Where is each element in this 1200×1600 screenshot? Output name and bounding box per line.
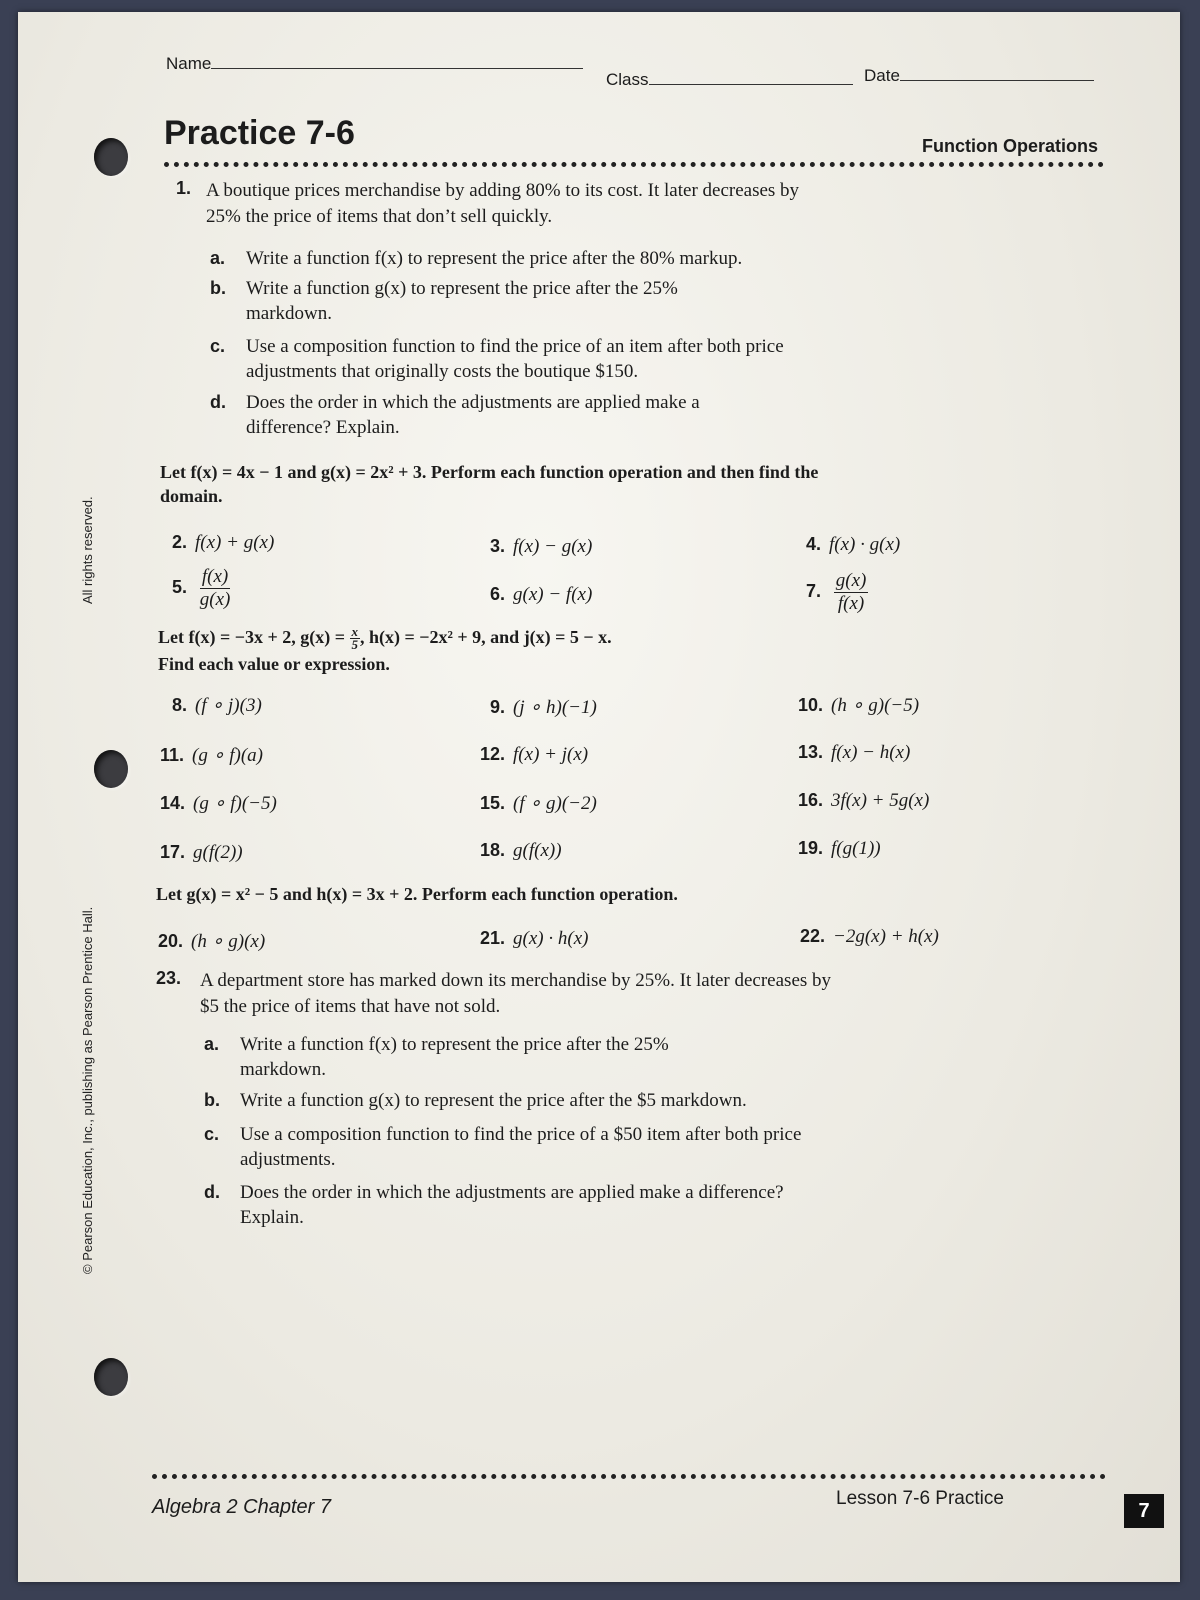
instruction-text: Let f(x) = −3x + 2, g(x) = <box>158 627 350 647</box>
exercise-number: 17. <box>160 842 186 862</box>
fraction <box>834 570 869 615</box>
worksheet-page <box>18 12 1180 1582</box>
exercise-20 <box>158 930 265 953</box>
name-label: Name <box>166 54 212 73</box>
exercise-number: 20. <box>158 931 184 951</box>
exercise-number: 3. <box>490 536 506 556</box>
part-text: Use a composition function to find the price of an item after both price adjustments that originally costs the boutique $150. <box>246 336 784 382</box>
exercise-expression: f(x) − h(x) <box>831 742 911 763</box>
exercise-expression: f(x) − g(x) <box>513 536 593 557</box>
exercise-expression: f(x) + j(x) <box>513 744 589 765</box>
publisher-note: © Pearson Education, Inc., publishing as Pearson Prentice Hall. <box>80 906 95 1274</box>
exercise-16 <box>798 790 929 812</box>
exercise-15 <box>480 792 597 815</box>
exercise-number: 7. <box>806 580 822 601</box>
problem-1b <box>210 276 756 326</box>
exercise-6 <box>490 584 592 606</box>
exercise-13 <box>798 742 910 764</box>
exercise-expression: g(f(x)) <box>513 840 562 861</box>
exercise-3 <box>490 536 592 558</box>
binder-hole <box>94 750 128 788</box>
exercise-expression: (g ∘ f)(a) <box>192 745 264 766</box>
date-line <box>900 80 1094 81</box>
date-field <box>864 66 1094 86</box>
numerator: f(x) <box>200 566 231 589</box>
exercise-2 <box>172 532 274 554</box>
class-line <box>649 84 853 85</box>
denominator: g(x) <box>199 589 231 610</box>
exercise-5 <box>172 566 230 611</box>
exercise-18 <box>480 840 562 862</box>
exercise-expression: g(f(2)) <box>193 842 243 863</box>
rights-note: All rights reserved. <box>80 496 95 604</box>
exercise-number: 13. <box>798 742 824 762</box>
exercise-number: 4. <box>806 534 822 554</box>
title-divider <box>164 162 1104 167</box>
part-label: d. <box>210 392 226 412</box>
binder-hole <box>94 138 128 176</box>
numerator: x <box>351 624 358 640</box>
problem-text: A boutique prices merchandise by adding 80% to its cost. It later decreases by 25% the price of items that don’t sell quickly. <box>206 180 800 227</box>
part-text: Use a composition function to find the price of a $50 item after both price adjustments. <box>240 1124 802 1170</box>
exercise-number: 19. <box>798 838 824 858</box>
exercise-expression: (f ∘ g)(−2) <box>513 793 597 814</box>
exercise-number: 6. <box>490 584 506 604</box>
problem-23d <box>204 1180 800 1230</box>
exercise-8 <box>172 694 262 717</box>
exercise-number: 9. <box>490 697 506 717</box>
fraction <box>350 626 361 651</box>
exercise-expression: (g ∘ f)(−5) <box>193 793 277 814</box>
page-title: Practice 7-6 <box>164 114 355 152</box>
part-label: a. <box>204 1034 220 1054</box>
exercise-expression: −2g(x) + h(x) <box>833 926 939 947</box>
name-line <box>211 68 583 69</box>
exercise-expression: g(x) · h(x) <box>513 928 589 949</box>
part-label: c. <box>210 336 226 356</box>
exercise-14 <box>160 792 277 815</box>
part-label: d. <box>204 1182 220 1202</box>
exercise-17 <box>160 842 243 864</box>
exercise-19 <box>798 838 881 860</box>
instruction-3: Let g(x) = x² − 5 and h(x) = 3x + 2. Perform each function operation. <box>156 884 678 904</box>
exercise-10 <box>798 694 919 717</box>
exercise-expression: (h ∘ g)(x) <box>191 931 266 952</box>
exercise-22 <box>800 926 939 948</box>
exercise-number: 12. <box>480 744 506 764</box>
exercise-number: 10. <box>798 695 824 715</box>
part-text: Write a function f(x) to represent the price after the 25% markdown. <box>240 1034 669 1080</box>
problem-23c <box>204 1122 810 1172</box>
part-label: b. <box>210 278 226 298</box>
problem-number: 1. <box>176 178 192 198</box>
part-text: Write a function g(x) to represent the price after the 25% markdown. <box>246 278 678 324</box>
exercise-expression: 3f(x) + 5g(x) <box>831 790 930 811</box>
fraction <box>200 566 231 611</box>
exercise-4 <box>806 534 900 556</box>
part-text: Does the order in which the adjustments are applied make a difference? Explain. <box>246 392 700 438</box>
name-field <box>166 54 583 74</box>
problem-23b <box>204 1088 860 1113</box>
exercise-expression: (h ∘ g)(−5) <box>831 695 920 716</box>
class-label: Class <box>606 70 649 89</box>
exercise-number: 14. <box>160 793 186 813</box>
instruction-text: Find each value or expression. <box>158 654 390 675</box>
part-text: Write a function g(x) to represent the price after the $5 markdown. <box>240 1090 747 1111</box>
class-field <box>606 70 853 90</box>
problem-23a <box>204 1032 720 1082</box>
problem-1d <box>210 390 786 440</box>
part-text: Write a function f(x) to represent the price after the 80% markup. <box>246 248 743 269</box>
topic-label: Function Operations <box>922 136 1099 156</box>
part-label: b. <box>204 1090 220 1110</box>
problem-1 <box>176 178 826 230</box>
exercise-number: 21. <box>480 928 506 948</box>
exercise-number: 5. <box>172 576 188 597</box>
footer-lesson: Lesson 7-6 Practice <box>836 1488 1004 1509</box>
binder-hole <box>94 1358 128 1396</box>
page-number: 7 <box>1124 1494 1164 1528</box>
exercise-12 <box>480 744 588 766</box>
exercise-expression: (f ∘ j)(3) <box>195 695 262 716</box>
exercise-number: 11. <box>160 745 185 765</box>
instruction-1: Let f(x) = 4x − 1 and g(x) = 2x² + 3. Perform each function operation and then find the domain. <box>160 462 819 506</box>
exercise-expression: f(g(1)) <box>831 838 881 859</box>
footer-divider <box>152 1474 1106 1479</box>
exercise-number: 2. <box>172 532 188 552</box>
exercise-expression: f(x) · g(x) <box>829 534 901 555</box>
exercise-expression: (j ∘ h)(−1) <box>513 697 597 718</box>
exercise-number: 15. <box>480 793 506 813</box>
problem-1a <box>210 246 846 271</box>
problem-23 <box>156 968 836 1020</box>
exercise-number: 22. <box>800 926 826 946</box>
exercise-21 <box>480 928 588 950</box>
numerator: g(x) <box>835 570 867 591</box>
denominator: 5 <box>351 637 358 653</box>
problem-1c <box>210 334 826 384</box>
instruction-2 <box>158 624 858 677</box>
exercise-7 <box>806 570 868 615</box>
exercise-number: 8. <box>172 695 188 715</box>
exercise-number: 16. <box>798 790 824 810</box>
denominator: f(x) <box>837 593 865 614</box>
exercise-11 <box>160 744 263 767</box>
date-label: Date <box>864 66 900 85</box>
footer-chapter: Algebra 2 Chapter 7 <box>152 1496 332 1518</box>
part-label: a. <box>210 248 226 268</box>
exercise-expression: g(x) − f(x) <box>513 584 593 605</box>
part-text: Does the order in which the adjustments are applied make a difference? Explain. <box>240 1182 784 1228</box>
problem-number: 23. <box>156 968 182 988</box>
instruction-text: , h(x) = −2x² + 9, and j(x) = 5 − x. <box>360 627 612 647</box>
exercise-number: 18. <box>480 840 506 860</box>
exercise-expression: f(x) + g(x) <box>195 532 275 553</box>
exercise-9 <box>490 696 597 719</box>
part-label: c. <box>204 1124 220 1144</box>
problem-text: A department store has marked down its merchandise by 25%. It later decreases by $5 the price of items that have not sold. <box>200 970 832 1017</box>
